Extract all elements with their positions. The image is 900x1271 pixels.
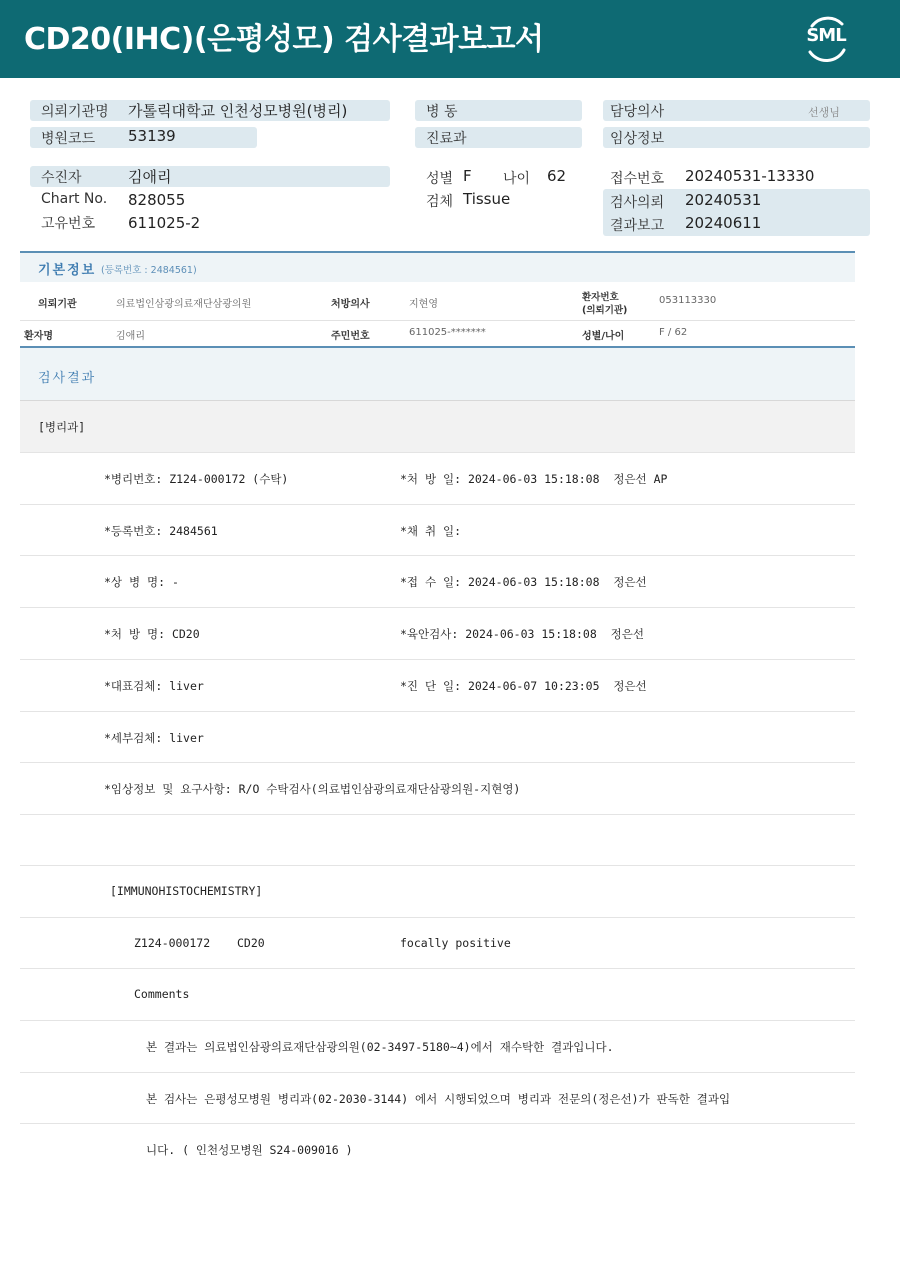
report-header	[0, 0, 900, 78]
basic-info-title: 기본정보	[38, 263, 97, 278]
sex-label: 성별	[426, 171, 454, 187]
ward-label: 병 동	[426, 104, 458, 120]
comment-3: 니다. ( 인천성모병원 S24-009016 )	[146, 1143, 353, 1157]
sexage-value: F / 62	[659, 327, 688, 338]
pno-sublabel: (의뢰기관)	[582, 305, 628, 316]
results-header	[20, 348, 855, 400]
result-row-4-right: *육안검사: 2024-06-03 15:18:08 정은선	[400, 627, 644, 641]
specimen-value: Tissue	[463, 190, 511, 208]
sexage-label: 성별/나이	[582, 331, 625, 342]
id-label: 고유번호	[41, 216, 96, 232]
report-label: 결과보고	[610, 218, 665, 234]
chart-value: 828055	[128, 191, 186, 209]
department-label: 진료과	[426, 131, 467, 147]
results-title: 검사결과	[38, 371, 97, 386]
patient-value: 김애리	[128, 168, 172, 186]
dept-label: [병리과]	[38, 420, 86, 434]
ihc-number: Z124-000172	[134, 936, 211, 950]
result-row-2-left: *등록번호: 2484561	[104, 524, 218, 538]
doctor-label: 담당의사	[610, 104, 665, 120]
rrn-value: 611025-*******	[409, 327, 486, 338]
name-label: 환자명	[24, 331, 53, 342]
inst-value: 의료법인삼광의료재단삼광의원	[116, 299, 252, 310]
result-row-3-left: *상 병 명: -	[104, 575, 179, 589]
hospital-code-label: 병원코드	[41, 131, 96, 147]
result-row-5-right: *진 단 일: 2024-06-07 10:23:05 정은선	[400, 679, 647, 693]
specimen-label: 검체	[426, 194, 454, 210]
id-value: 611025-2	[128, 214, 201, 232]
receipt-label: 접수번호	[610, 171, 665, 187]
result-row-7-left: *임상정보 및 요구사항: R/O 수탁검사(의료법인삼광의료재단삼광의원-지현영)	[104, 782, 521, 796]
report-value: 20240611	[685, 214, 762, 232]
presc-value: 지현영	[409, 299, 438, 310]
ihc-marker: CD20	[237, 936, 265, 950]
ihc-header: [IMMUNOHISTOCHEMISTRY]	[110, 884, 263, 898]
result-row-2-right: *채 취 일:	[400, 524, 462, 538]
dept-bar	[20, 401, 855, 452]
hospital-code-value: 53139	[128, 127, 176, 145]
inst-label: 의뢰기관	[38, 299, 77, 310]
name-value: 김애리	[116, 331, 145, 342]
request-label: 검사의뢰	[610, 195, 665, 211]
chart-label: Chart No.	[41, 191, 108, 207]
result-row-1-right: *처 방 일: 2024-06-03 15:18:08 정은선 AP	[400, 472, 668, 486]
request-value: 20240531	[685, 191, 762, 209]
ihc-result: focally positive	[400, 936, 511, 950]
patient-field	[30, 166, 390, 187]
result-row-3-right: *접 수 일: 2024-06-03 15:18:08 정은선	[400, 575, 647, 589]
report-title: CD20(IHC)(은평성모) 검사결과보고서	[24, 22, 544, 57]
result-row-6-left: *세부검체: liver	[104, 731, 204, 745]
sml-logo: SML	[800, 12, 852, 64]
rrn-label: 주민번호	[331, 331, 370, 342]
clinical-info-label: 임상정보	[610, 131, 665, 147]
pno-label: 환자번호	[582, 292, 619, 303]
institution-value: 가톨릭대학교 인천성모병원(병리)	[128, 102, 348, 120]
age-label: 나이	[503, 171, 531, 187]
age-value: 62	[547, 167, 567, 185]
comment-1: 본 결과는 의료법인삼광의료재단삼광의원(02-3497-5180~4)에서 재수탁한 결과입니다.	[146, 1040, 614, 1054]
institution-label: 의뢰기관명	[41, 104, 109, 120]
patient-label: 수진자	[41, 170, 82, 186]
result-row-4-left: *처 방 명: CD20	[104, 627, 200, 641]
sex-value: F	[463, 167, 472, 185]
comments-label: Comments	[134, 987, 190, 1001]
result-row-5-left: *대표검체: liver	[104, 679, 204, 693]
basic-info-reg-note: (등록번호 : 2484561)	[101, 265, 197, 276]
presc-label: 처방의사	[331, 299, 370, 310]
doctor-suffix: 선생님	[808, 106, 840, 119]
pno-value: 053113330	[659, 295, 717, 306]
result-row-1-left: *병리번호: Z124-000172 (수탁)	[104, 472, 289, 486]
comment-2: 본 검사는 은평성모병원 병리과(02-2030-3144) 에서 시행되었으며 병리과 전문의(정은선)가 판독한 결과입	[146, 1092, 731, 1106]
receipt-value: 20240531-13330	[685, 167, 815, 185]
